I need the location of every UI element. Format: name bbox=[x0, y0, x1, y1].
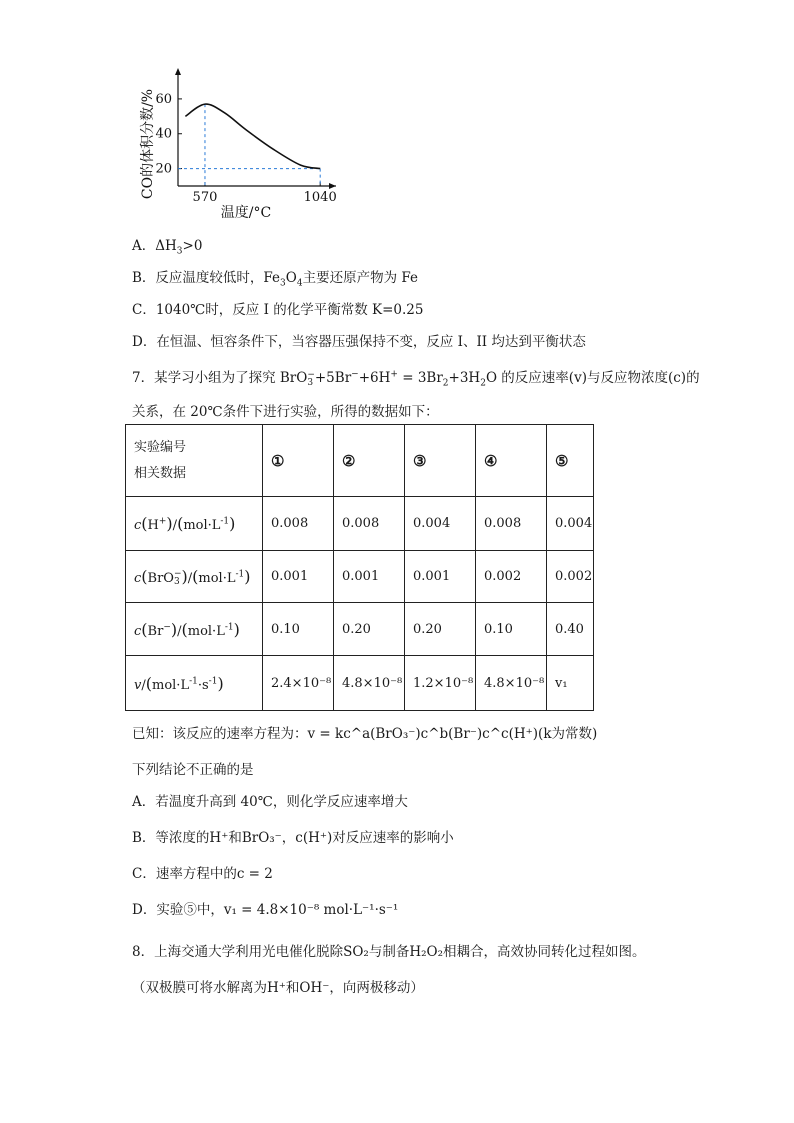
table-cell: 1.2×10⁻⁸ bbox=[405, 656, 476, 711]
q7-option-c[interactable]: C．速率方程中的c = 2 bbox=[132, 866, 273, 882]
q6-option-a-tail: >0 bbox=[182, 238, 203, 254]
table-header-row bbox=[126, 425, 594, 497]
table-row bbox=[126, 551, 594, 603]
q7-stem-part-b: +5Br bbox=[314, 370, 352, 386]
q7-stem-minus: − bbox=[351, 369, 359, 380]
col-header-4: ④ bbox=[476, 425, 547, 497]
table-row bbox=[126, 603, 594, 656]
table-cell: 0.001 bbox=[334, 551, 405, 603]
q6-option-b-tail: 主要还原产物为 Fe bbox=[302, 270, 419, 286]
col-header-5: ⑤ bbox=[547, 425, 594, 497]
table-head-line1: 实验编号 bbox=[134, 439, 187, 455]
q6-option-b[interactable] bbox=[132, 266, 418, 289]
q7-stem-sub2: 2 bbox=[442, 378, 449, 389]
q7-bro3-scripts: − 3 bbox=[307, 369, 315, 388]
q7-stem-sub2b: 2 bbox=[480, 378, 486, 389]
q8-note: （双极膜可将水解离为H⁺和OH⁻，向两极移动） bbox=[132, 980, 424, 996]
table-cell: 0.004 bbox=[405, 497, 476, 551]
table-cell: 2.4×10⁻⁸ bbox=[263, 656, 334, 711]
q7-option-b[interactable]: B．等浓度的H⁺和BrO₃⁻，c(H⁺)对反应速率的影响小 bbox=[132, 830, 454, 846]
q6-option-c[interactable]: C．1040℃时，反应 I 的化学平衡常数 K=0.25 bbox=[132, 302, 424, 318]
x-axis-arrow bbox=[329, 183, 336, 189]
q6-option-b-text: B．反应温度较低时，Fe bbox=[132, 270, 281, 286]
col-header-3: ③ bbox=[405, 425, 476, 497]
x-tick-label: 570 bbox=[192, 190, 218, 205]
q7-stem-part-a: 7．某学习小组为了探究 BrO bbox=[132, 370, 308, 386]
q7-stem-line2: 关系，在 20℃条件下进行实验，所得的数据如下： bbox=[132, 404, 439, 420]
table-cell: 0.10 bbox=[476, 603, 547, 656]
q7-known-rate-law: 已知：该反应的速率方程为：v = kc^a(BrO₃⁻)c^b(Br⁻)c^c(H⁺)(k为常数) bbox=[132, 726, 598, 742]
q7-stem-part-f: O 的反应速率(v)与反应物浓度(c)的 bbox=[485, 370, 700, 386]
table-cell: 0.001 bbox=[263, 551, 334, 603]
y-tick-label: 60 bbox=[155, 91, 172, 107]
table-cell: 0.002 bbox=[476, 551, 547, 603]
table-cell: 0.004 bbox=[547, 497, 594, 551]
q7-stem-part-d: = 3Br bbox=[397, 370, 443, 386]
q6-option-d[interactable]: D．在恒温、恒容条件下，当容器压强保持不变，反应 I、II 均达到平衡状态 bbox=[132, 334, 586, 350]
q6-option-b-mid: O bbox=[285, 270, 297, 286]
q6-option-a-text: A．ΔH bbox=[132, 238, 177, 254]
table-row bbox=[126, 656, 594, 711]
q7-data-table bbox=[125, 424, 594, 711]
q6-option-b-sub2: 4 bbox=[296, 278, 303, 289]
col-header-2: ② bbox=[334, 425, 405, 497]
co-fraction-chart bbox=[130, 60, 350, 220]
q7-stem-plus: + bbox=[390, 369, 398, 380]
x-tick-label: 1040 bbox=[303, 190, 337, 205]
q7-option-d[interactable]: D．实验⑤中，v₁ = 4.8×10⁻⁸ mol·L⁻¹·s⁻¹ bbox=[132, 902, 399, 918]
table-cell: 4.8×10⁻⁸ bbox=[476, 656, 547, 711]
q6-option-a[interactable] bbox=[132, 234, 202, 257]
y-axis-arrow bbox=[175, 68, 181, 75]
table-cell: 0.008 bbox=[334, 497, 405, 551]
table-cell: 0.20 bbox=[405, 603, 476, 656]
y-axis-label: CO的体积分数/% bbox=[140, 88, 156, 200]
q7-prompt: 下列结论不正确的是 bbox=[132, 762, 254, 778]
table-head-line2: 相关数据 bbox=[134, 465, 187, 481]
q7-stem-part-c: +6H bbox=[358, 370, 391, 386]
y-tick-label: 40 bbox=[155, 126, 172, 142]
row-label-v: $v/(mol\cdot L^{-1}\cdot s^{-1})$ bbox=[126, 656, 263, 711]
x-axis-label: 温度/°C bbox=[220, 205, 272, 220]
q7-stem bbox=[132, 366, 700, 389]
table-cell: 0.008 bbox=[263, 497, 334, 551]
table-cell: 4.8×10⁻⁸ bbox=[334, 656, 405, 711]
q7-stem-part-e: +3H bbox=[448, 370, 481, 386]
table-cell: 0.002 bbox=[547, 551, 594, 603]
col-header-1: ① bbox=[263, 425, 334, 497]
row-label-h: $c(H^+)/(mol\cdot L^{-1})$ bbox=[126, 497, 263, 551]
row-label-bro3: c(BrO− 3 )$/(mol\cdot L^{-1})$ bbox=[126, 551, 263, 603]
table-cell: 0.001 bbox=[405, 551, 476, 603]
table-corner-cell bbox=[126, 425, 263, 497]
y-tick-label: 20 bbox=[155, 161, 172, 177]
table-cell: 0.20 bbox=[334, 603, 405, 656]
table-cell: v₁ bbox=[547, 656, 594, 711]
table-cell: 0.008 bbox=[476, 497, 547, 551]
q6-option-a-sub: 3 bbox=[176, 246, 183, 257]
table-row bbox=[126, 497, 594, 551]
co-fraction-curve bbox=[185, 104, 320, 168]
q7-option-a[interactable]: A．若温度升高到 40℃，则化学反应速率增大 bbox=[132, 794, 408, 810]
row-label-br: $c(Br^-)/(mol\cdot L^{-1})$ bbox=[126, 603, 263, 656]
table-cell: 0.40 bbox=[547, 603, 594, 656]
table-cell: 0.10 bbox=[263, 603, 334, 656]
q8-stem: 8．上海交通大学利用光电催化脱除SO₂与制备H₂O₂相耦合，高效协同转化过程如图。 bbox=[132, 944, 646, 960]
q6-option-b-sub1: 3 bbox=[280, 278, 286, 289]
